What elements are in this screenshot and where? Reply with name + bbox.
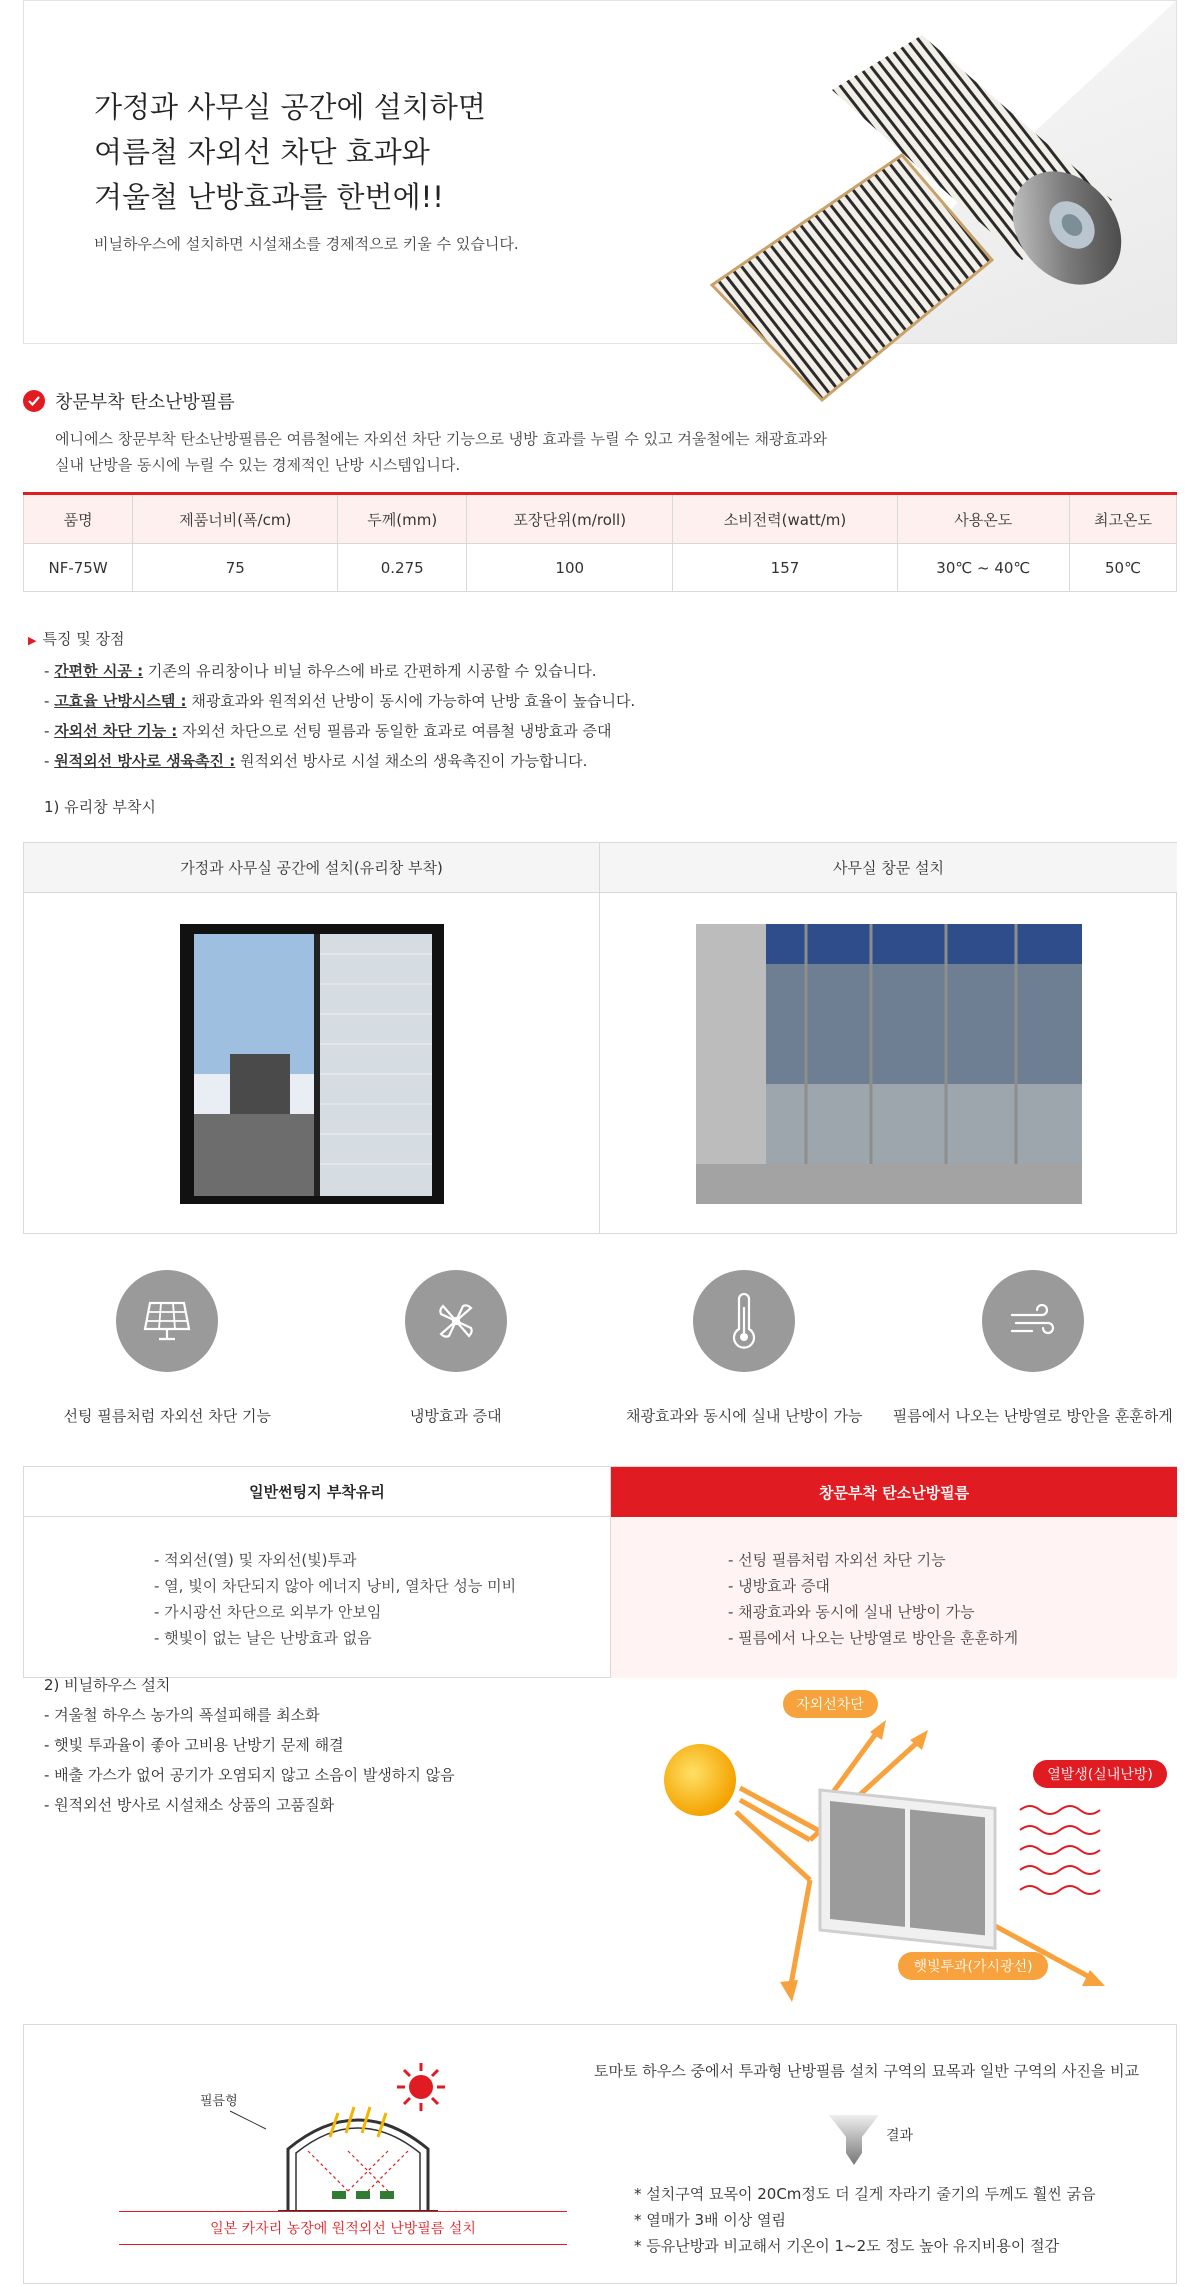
- spec-header-cell: 품명: [24, 494, 133, 544]
- dash: -: [44, 662, 55, 680]
- install-left-cell: [24, 893, 600, 1234]
- tomato-comparison-box: [23, 2024, 1177, 2284]
- solar-panel-icon: [116, 1270, 218, 1372]
- hero-title-line: 겨울철 난방효과를 한번에!!: [94, 180, 444, 214]
- section-desc-line: 에니에스 창문부착 탄소난방필름은 여름철에는 자외선 차단 기능으로 냉방 효과를 누릴 수 있고 겨울철에는 채광효과와: [55, 430, 827, 448]
- list-item: - 햇빛 투과율이 좋아 고비용 난방기 문제 해결: [44, 1736, 344, 1754]
- list-item: [44, 746, 635, 776]
- feature-icon-label: 필름에서 나오는 난방열로 방안을 훈훈하게: [892, 1407, 1173, 1425]
- feature-text: 원적외선 방사로 시설 채소의 생육촉진이 가능합니다.: [235, 752, 588, 770]
- dash: -: [44, 722, 55, 740]
- feature-text: 채광효과와 원적외선 난방이 동시에 가능하여 난방 효율이 높습니다.: [186, 692, 636, 710]
- spec-header-cell: 포장단위(m/roll): [467, 494, 673, 544]
- spec-header-cell: 두께(mm): [338, 494, 467, 544]
- wind-icon: [982, 1270, 1084, 1372]
- list-item: - 냉방효과 증대: [728, 1577, 830, 1595]
- light-label: 햇빛투과(가시광선): [913, 1959, 1033, 1975]
- office-window-photo: [696, 924, 1082, 1204]
- feature-text: 자외선 차단으로 선팅 필름과 동일한 효과로 여름철 냉방효과 증대: [177, 722, 612, 740]
- tomato-caption: 일본 카자리 농장에 원적외선 난방필름 설치: [119, 2211, 567, 2245]
- spec-cell: NF-75W: [24, 544, 133, 592]
- section-header: [23, 388, 235, 414]
- feature-icon-item: [23, 1270, 312, 1426]
- list-item: * 열매가 3배 이상 열림: [634, 2211, 787, 2229]
- heat-label: 열발생(실내난방): [1047, 1767, 1153, 1783]
- feature-icon-label: 선팅 필름처럼 자외선 차단 기능: [63, 1407, 271, 1425]
- compare-left-body: [24, 1517, 611, 1678]
- list-item: - 겨울철 하우스 농가의 폭설피해를 최소화: [44, 1706, 320, 1724]
- greenhouse-list: [44, 1700, 455, 1820]
- feature-icon-item: [889, 1270, 1178, 1426]
- triangle-bullet-icon: ▶: [28, 634, 37, 647]
- spec-table: [23, 492, 1177, 592]
- list-item: - 채광효과와 동시에 실내 난방이 가능: [728, 1603, 975, 1621]
- fan-icon: [405, 1270, 507, 1372]
- home-window-photo: [180, 924, 444, 1204]
- section-description: [55, 426, 955, 478]
- feature-icon-label: 채광효과와 동시에 실내 난방이 가능: [626, 1407, 863, 1425]
- section-desc-line: 실내 난방을 동시에 누릴 수 있는 경제적인 난방 시스템입니다.: [55, 456, 461, 474]
- feature-key: 원적외선 방사로 생육촉진 :: [54, 752, 236, 770]
- list-item: - 햇빛이 없는 날은 난방효과 없음: [154, 1629, 372, 1647]
- spec-cell: 0.275: [338, 544, 467, 592]
- tomato-title: 토마토 하우스 중에서 투과형 난방필름 설치 구역의 묘목과 일반 구역의 사진을 비교: [594, 2062, 1140, 2080]
- compare-left-header: 일반썬팅지 부착유리: [24, 1467, 611, 1517]
- spec-header-row: [24, 494, 1177, 544]
- window-film-diagram: [640, 1690, 1180, 2010]
- list-item: * 등유난방과 비교해서 기온이 1~2도 정도 높아 유지비용이 절감: [634, 2237, 1060, 2255]
- check-icon: [23, 390, 45, 412]
- install-left-header: 가정과 사무실 공간에 설치(유리창 부착): [24, 843, 600, 893]
- feature-key: 자외선 차단 기능 :: [54, 722, 178, 740]
- list-item: - 원적외선 방사로 시설채소 상품의 고품질화: [44, 1796, 335, 1814]
- spec-header-cell: 제품너비(폭/cm): [133, 494, 338, 544]
- uv-block-label: 자외선차단: [796, 1697, 864, 1713]
- sun-burst-icon: [397, 2063, 445, 2111]
- list-item: * 설치구역 묘목이 20Cm정도 더 길게 자라기 줄기의 두께도 훨씬 굵음: [634, 2185, 1096, 2203]
- thermometer-icon: [693, 1270, 795, 1372]
- install-table: [23, 842, 1177, 1234]
- features-title-row: [28, 624, 635, 656]
- list-item: [44, 686, 635, 716]
- list-item: - 선팅 필름처럼 자외선 차단 기능: [728, 1551, 946, 1569]
- compare-left-list: [154, 1547, 610, 1651]
- spec-cell: 30℃ ~ 40℃: [897, 544, 1069, 592]
- feature-key: 간편한 시공 :: [54, 662, 144, 680]
- install-right-cell: [600, 893, 1177, 1234]
- list-item: - 배출 가스가 없어 공기가 오염되지 않고 소음이 발생하지 않음: [44, 1766, 455, 1784]
- features-list: [28, 656, 635, 776]
- compare-right-list: [728, 1547, 1177, 1651]
- list-item: - 열, 빛이 차단되지 않아 에너지 낭비, 열차단 성능 미비: [154, 1577, 517, 1595]
- hero-title-line: 여름철 자외선 차단 효과와: [94, 135, 430, 169]
- spec-header-cell: 사용온도: [897, 494, 1069, 544]
- compare-right-header: 창문부착 탄소난방필름: [611, 1467, 1177, 1517]
- spec-cell: 75: [133, 544, 338, 592]
- install-heading: 1) 유리창 부착시: [44, 798, 156, 816]
- feature-icon-item: [600, 1270, 889, 1426]
- spec-header-cell: 소비전력(watt/m): [673, 494, 897, 544]
- features-section: [28, 624, 635, 776]
- list-item: [44, 656, 635, 686]
- greenhouse-section: [44, 1670, 455, 1820]
- film-type-label: 필름형: [200, 2094, 238, 2109]
- list-item: - 적외선(열) 및 자외선(빛)투과: [154, 1551, 357, 1569]
- result-list: [634, 2181, 1096, 2259]
- feature-key: 고효율 난방시스템 :: [54, 692, 187, 710]
- dash: -: [44, 752, 55, 770]
- feature-icon-label: 냉방효과 증대: [409, 1407, 502, 1425]
- feature-text: 기존의 유리창이나 비닐 하우스에 바로 간편하게 시공할 수 있습니다.: [143, 662, 597, 680]
- spec-header-cell: 최고온도: [1069, 494, 1176, 544]
- list-item: - 필름에서 나오는 난방열로 방안을 훈훈하게: [728, 1629, 1019, 1647]
- feature-icons: [23, 1270, 1177, 1426]
- hero-title-line: 가정과 사무실 공간에 설치하면: [94, 90, 486, 124]
- features-title: 특징 및 장점: [42, 630, 125, 648]
- hero-title: [94, 85, 486, 220]
- film-roll-image: [692, 30, 1152, 420]
- down-arrow-icon: [824, 2115, 884, 2165]
- compare-table: [23, 1466, 1177, 1678]
- install-right-header: 사무실 창문 설치: [600, 843, 1177, 893]
- list-item: [44, 716, 635, 746]
- compare-right-body: [611, 1517, 1177, 1678]
- result-label: 결과: [886, 2128, 914, 2144]
- spec-cell: 157: [673, 544, 897, 592]
- spec-cell: 50℃: [1069, 544, 1176, 592]
- greenhouse-heading: 2) 비닐하우스 설치: [44, 1676, 171, 1694]
- list-item: - 가시광선 차단으로 외부가 안보임: [154, 1603, 382, 1621]
- feature-icon-item: [312, 1270, 601, 1426]
- hero-subtitle: 비닐하우스에 설치하면 시설채소를 경제적으로 키울 수 있습니다.: [94, 235, 519, 253]
- dash: -: [44, 692, 55, 710]
- sun-icon: [664, 1744, 736, 1816]
- section-title: 창문부착 탄소난방필름: [55, 392, 235, 413]
- table-row: [24, 544, 1177, 592]
- spec-cell: 100: [467, 544, 673, 592]
